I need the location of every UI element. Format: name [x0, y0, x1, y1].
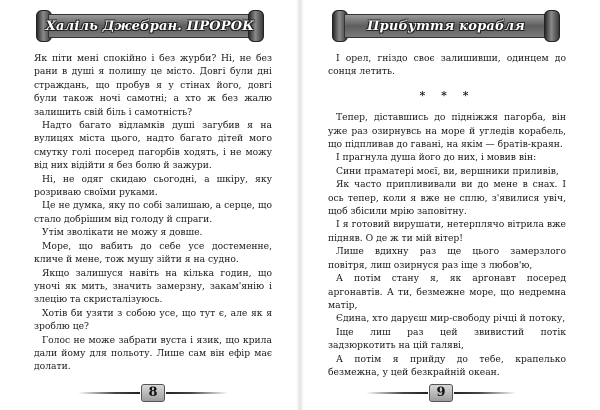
ornament-rule — [166, 392, 228, 394]
right-header-banner — [340, 12, 552, 40]
paragraph: Море, що вабить до себе усе достеменне, кличе й мене, тож мушу зійти я на судно. — [34, 240, 272, 266]
paragraph: А потім стану я, як аргонавт посеред аргонавтів. А ти, безмежне море, що недремна матір, — [328, 273, 566, 311]
intro-paragraph: І орел, гніздо своє залишивши, одинцем до сонця летить. — [328, 53, 566, 78]
paragraph: Голос не може забрати вуста і язик, що крила дали йому для польоту. Лише сам він ефір має долати. — [34, 334, 272, 373]
paragraph: Це не думка, яку по собі залишаю, а серце, що стало добрішим від голоду й спраги. — [34, 200, 272, 225]
section-separator: * * * — [419, 88, 475, 102]
paragraph: І я готовий вирушати, нетерплячо вітрила вже підняв. О де ж ти мій вітер! — [328, 219, 566, 244]
right-header-title: Прибуття корабля — [367, 18, 525, 34]
paragraph: Хотів би узяти з собою усе, що тут є, але як я зроблю це? — [34, 307, 272, 333]
ornament-rule — [454, 392, 516, 394]
paragraph: Тепер, діставшись до підніжжя пагорба, він уже раз озирнувсь на море й угледів корабель, що підпливав до гавані, на якім — братів-краян. — [328, 112, 566, 151]
paragraph: Іще лиш раз цей звивистий потік задзюркотить на цій галяві, — [328, 326, 566, 352]
right-page-number: 9 — [429, 384, 452, 402]
paragraph: А потім я прийду до тебе, крапелько безмежна, у цей безкрайній океан. — [328, 353, 566, 378]
left-page-number: 8 — [141, 384, 164, 402]
scroll-roll-icon — [544, 10, 560, 42]
left-header-title: Халіль Джебран. ПРОРОК — [45, 18, 255, 34]
paragraph: Якщо залишуся навіть на кілька годин, що уночі як мить, значить замерзну, закам'янію і злецію та скристалізуюсь. — [34, 267, 272, 306]
paragraph: Ні, не одяг скидаю сьогодні, а шкіру, яку розриваю своїми руками. — [34, 173, 272, 199]
paragraph: Єдина, хто даруєш мир-свободу річці й потоку, — [336, 313, 566, 325]
ornament-rule — [78, 392, 140, 394]
paragraph: Як часто приплививали ви до мене в снах. І ось тепер, коли я вже не сплю, з'явилися увіч, щоб збісили мрію заповітну. — [328, 179, 566, 218]
right-page — [302, 0, 600, 410]
left-body-text — [34, 52, 272, 374]
left-page-number-ornament — [78, 384, 228, 402]
left-header-banner — [44, 12, 256, 40]
paragraph: Сини праматері моєї, ви, вершники приливів, — [336, 165, 559, 177]
right-body-text — [328, 52, 566, 379]
paragraph: Надто багато відламків душі загубив я на вулицях міста цього, надто багато дітей мого смутку голі посеред пагорбів ходять, і не можу від них відійти я без болю й зажури. — [34, 120, 272, 172]
paragraph: Лише вдихну раз ще цього замерзлого повітря, лиш озирнуся раз іще з любов'ю, — [328, 246, 566, 271]
right-page-number-ornament — [366, 384, 516, 402]
paragraph: І прагнула душа його до них, і мовив він: — [336, 152, 537, 164]
paragraph: Утім зволікати не можу я довше. — [42, 227, 203, 239]
ornament-rule — [366, 392, 428, 394]
paragraph: Як піти мені спокійно і без журби? Ні, не без рани в душі я полишу це місто. Довгі були дні страждань, що пробув я у стінах його, довгі були також ночі самотні; а хто ж без жалю залишить свій біль і самотність? — [34, 53, 272, 118]
left-page — [0, 0, 298, 410]
